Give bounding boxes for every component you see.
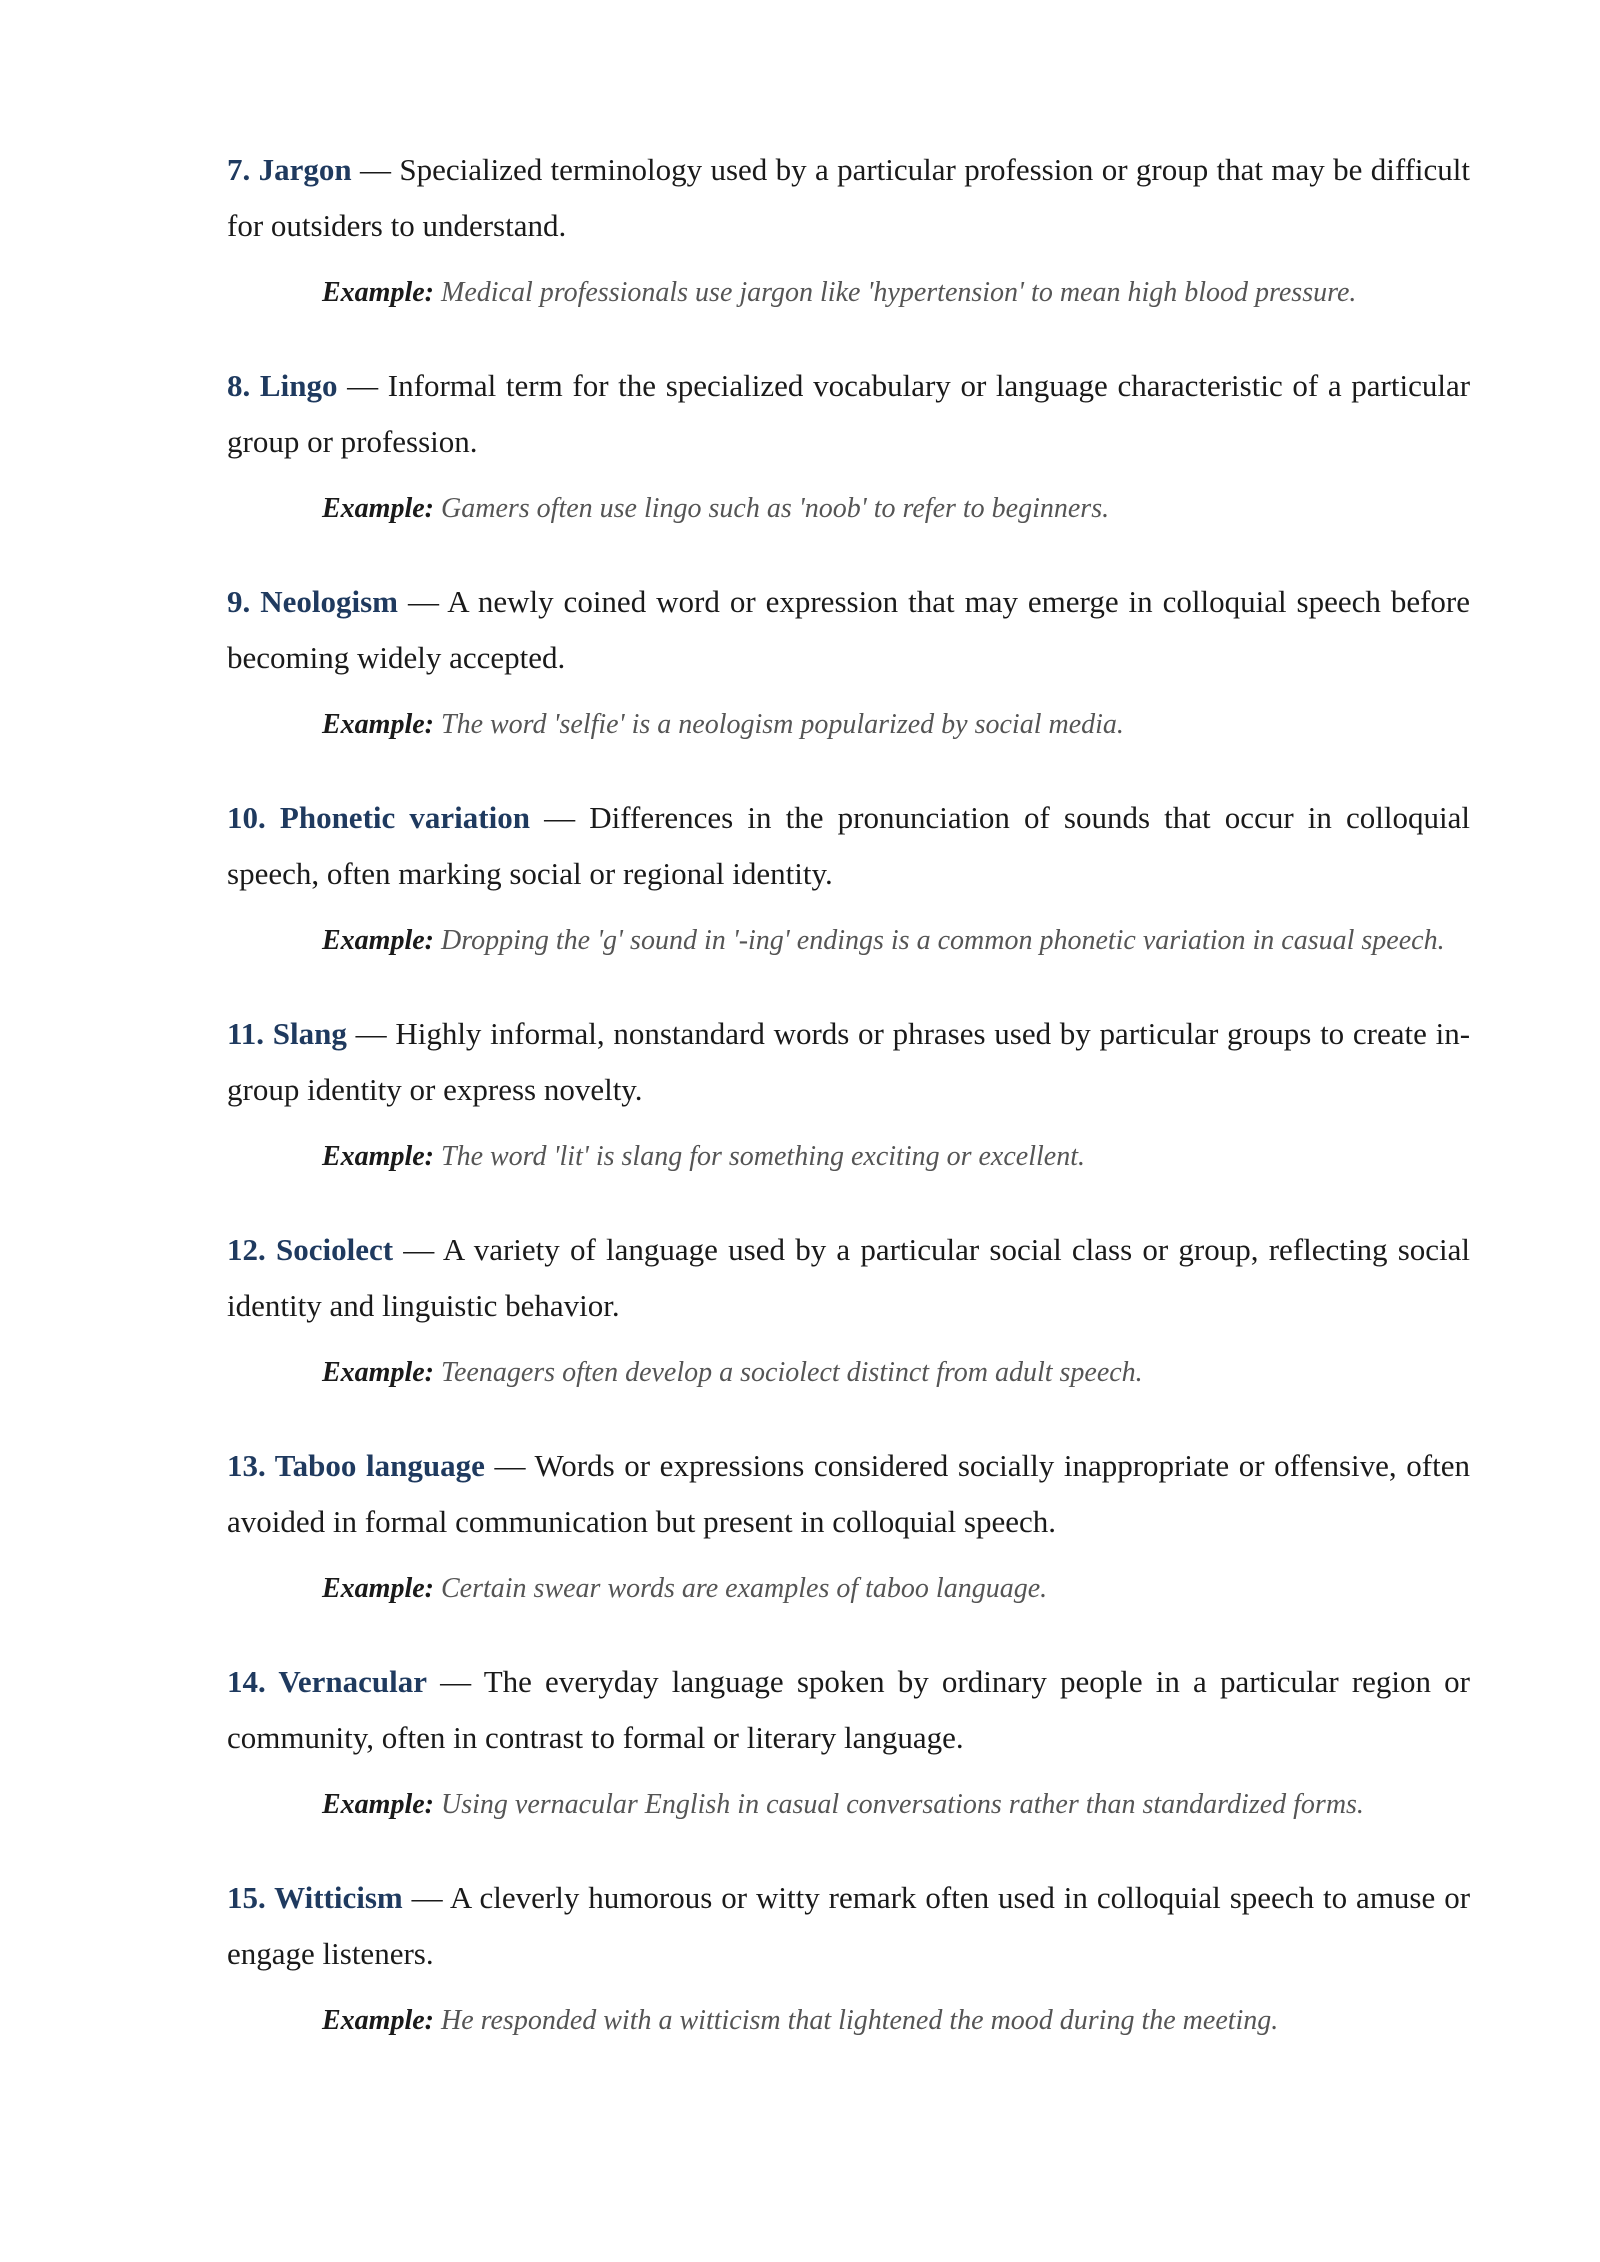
glossary-entry-vernacular: [227, 1654, 1470, 1830]
example-text: Teenagers often develop a sociolect distinct from adult speech.: [441, 1357, 1143, 1388]
definition-paragraph: [227, 1654, 1470, 1766]
example-text: The word 'lit' is slang for something exciting or excellent.: [441, 1141, 1085, 1172]
definition-paragraph: [227, 574, 1470, 686]
glossary-page: [227, 142, 1470, 2086]
term-heading: [227, 1880, 403, 1915]
example-paragraph: [322, 1996, 1470, 2046]
glossary-entry-jargon: [227, 142, 1470, 318]
example-label: Example:: [322, 1573, 434, 1604]
term-number: 13.: [227, 1448, 266, 1483]
example-label: Example:: [322, 925, 434, 956]
example-paragraph: [322, 1780, 1470, 1830]
definition-text: A variety of language used by a particular social class or group, reflecting social identity and linguistic behavior.: [227, 1232, 1471, 1323]
definition-text: Differences in the pronunciation of sounds that occur in colloquial speech, often marking social or regional identity.: [227, 800, 1471, 891]
example-text: Using vernacular English in casual conversations rather than standardized forms.: [441, 1789, 1364, 1820]
term-heading: [227, 1448, 485, 1483]
definition-text: Informal term for the specialized vocabulary or language characteristic of a particular group or profession.: [227, 368, 1471, 459]
example-text: Dropping the 'g' sound in '-ing' endings is a common phonetic variation in casual speech.: [441, 925, 1445, 956]
term-heading: [227, 1664, 427, 1699]
example-text: Medical professionals use jargon like 'hypertension' to mean high blood pressure.: [441, 277, 1357, 308]
term-heading: [227, 800, 530, 835]
term-heading: [227, 1232, 393, 1267]
definition-text: A cleverly humorous or witty remark often used in colloquial speech to amuse or engage listeners.: [227, 1880, 1471, 1971]
term-name: Taboo language: [274, 1448, 485, 1483]
em-dash: —: [407, 584, 439, 619]
example-paragraph: [322, 1564, 1470, 1614]
definition-text: Specialized terminology used by a particular profession or group that may be difficult for outsiders to understand.: [227, 152, 1471, 243]
example-paragraph: [322, 1348, 1470, 1398]
example-paragraph: [322, 268, 1470, 318]
definition-paragraph: [227, 1870, 1470, 1982]
glossary-entry-sociolect: [227, 1222, 1470, 1398]
term-heading: [227, 584, 398, 619]
example-label: Example:: [322, 1357, 434, 1388]
em-dash: —: [359, 152, 391, 187]
example-text: He responded with a witticism that lightened the mood during the meeting.: [441, 2005, 1279, 2036]
glossary-entry-taboo-language: [227, 1438, 1470, 1614]
term-name: Sociolect: [275, 1232, 394, 1267]
term-number: 8.: [227, 368, 251, 403]
definition-paragraph: [227, 1006, 1470, 1118]
example-paragraph: [322, 700, 1470, 750]
term-number: 11.: [227, 1016, 265, 1051]
em-dash: —: [403, 1232, 435, 1267]
definition-paragraph: [227, 1438, 1470, 1550]
em-dash: —: [355, 1016, 387, 1051]
term-number: 9.: [227, 584, 251, 619]
example-label: Example:: [322, 277, 434, 308]
term-number: 7.: [227, 152, 251, 187]
term-name: Slang: [272, 1016, 347, 1051]
em-dash: —: [411, 1880, 443, 1915]
example-label: Example:: [322, 1141, 434, 1172]
term-heading: [227, 1016, 347, 1051]
example-label: Example:: [322, 1789, 434, 1820]
definition-paragraph: [227, 358, 1470, 470]
em-dash: —: [544, 800, 576, 835]
definition-paragraph: [227, 1222, 1470, 1334]
term-heading: [227, 152, 352, 187]
example-label: Example:: [322, 493, 434, 524]
em-dash: —: [494, 1448, 526, 1483]
term-number: 10.: [227, 800, 266, 835]
term-number: 15.: [227, 1880, 266, 1915]
term-number: 14.: [227, 1664, 266, 1699]
example-text: Gamers often use lingo such as 'noob' to refer to beginners.: [441, 493, 1110, 524]
example-text: Certain swear words are examples of taboo language.: [441, 1573, 1048, 1604]
term-number: 12.: [227, 1232, 266, 1267]
term-name: Vernacular: [278, 1664, 428, 1699]
example-paragraph: [322, 484, 1470, 534]
term-name: Phonetic variation: [279, 800, 530, 835]
example-paragraph: [322, 916, 1470, 966]
term-name: Neologism: [260, 584, 398, 619]
term-name: Lingo: [259, 368, 338, 403]
glossary-entry-neologism: [227, 574, 1470, 750]
em-dash: —: [440, 1664, 472, 1699]
term-heading: [227, 368, 337, 403]
term-name: Jargon: [258, 152, 352, 187]
example-label: Example:: [322, 709, 434, 740]
definition-text: Words or expressions considered socially inappropriate or offensive, often avoided in formal communication but present in colloquial speech.: [227, 1448, 1470, 1539]
definition-paragraph: [227, 142, 1470, 254]
definition-text: Highly informal, nonstandard words or phrases used by particular groups to create in-group identity or express novelty.: [227, 1016, 1471, 1107]
example-paragraph: [322, 1132, 1470, 1182]
definition-text: A newly coined word or expression that may emerge in colloquial speech before becoming widely accepted.: [227, 584, 1470, 675]
glossary-entry-slang: [227, 1006, 1470, 1182]
term-name: Witticism: [274, 1880, 403, 1915]
em-dash: —: [347, 368, 379, 403]
glossary-entry-lingo: [227, 358, 1470, 534]
definition-text: The everyday language spoken by ordinary people in a particular region or community, often in contrast to formal or literary language.: [227, 1664, 1470, 1755]
definition-paragraph: [227, 790, 1470, 902]
glossary-entry-witticism: [227, 1870, 1470, 2046]
example-label: Example:: [322, 2005, 434, 2036]
glossary-entry-phonetic-variation: [227, 790, 1470, 966]
example-text: The word 'selfie' is a neologism popularized by social media.: [441, 709, 1124, 740]
